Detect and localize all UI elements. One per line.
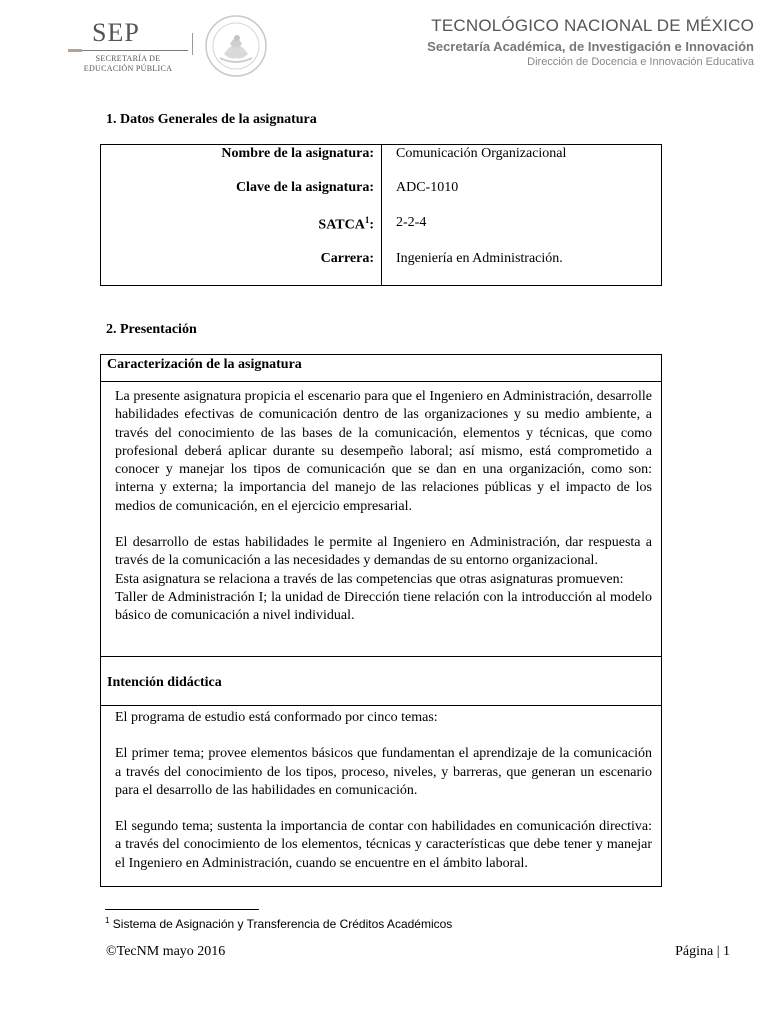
table-row [101, 180, 661, 200]
national-seal-icon [204, 14, 268, 78]
paragraph: El segundo tema; sustenta la importancia de contar con habilidades en comunicación directiva: a través del conocimiento de los elementos, técnicas y características que debe tener y manejar el Ingeniero en Administración, cuando se encuentre en el ámbito laboral. [115, 819, 652, 871]
satca-label: SATCA [318, 217, 365, 233]
row-label: Nombre de la asignatura: [221, 146, 374, 161]
section-heading-presentation: 2. Presentación [106, 322, 197, 337]
footnote-reference: 1 [364, 215, 370, 225]
row-label: Clave de la asignatura: [235, 180, 374, 195]
table-divider [101, 381, 661, 382]
paragraph: La presente asignatura propicia el escenario para que el Ingeniero en Administración, desarrolle habilidades efectivas de comunicación dentro de las organizaciones y su medio ambiente, a través del conocimiento de las bases de la comunicación, elementos y técnicas, que como profesional deberá aplicar durante su desempeño laboral; así mismo, está comprometido a conocer y manejar los tipos de comunicación que se dan en una organización, como son: interna y externa; la importancia del manejo de las relaciones públicas y el impacto de los medios de comunicación, en el ejercicio empresarial. [115, 389, 652, 514]
table-row [101, 215, 661, 235]
footer-page-number: Página | 1 [675, 944, 730, 959]
sep-subtitle [82, 54, 174, 74]
row-value: 2-2-4 [396, 215, 427, 230]
row-value: Ingeniería en Administración. [396, 251, 563, 266]
footnote-rule [105, 909, 259, 910]
secretariat-name: Secretaría Académica, de Investigación e Innovación [427, 39, 754, 54]
table-divider [101, 656, 661, 657]
table-divider [101, 705, 661, 706]
sep-logo [68, 18, 188, 78]
intencion-title: Intención didáctica [107, 675, 222, 690]
footnote-mark: 1 [105, 916, 110, 925]
label-colon: : [369, 217, 374, 233]
footnote-text: Sistema de Asignación y Transferencia de Créditos Académicos [109, 917, 453, 931]
paragraph: El programa de estudio está conformado por cinco temas: [115, 710, 438, 725]
header-divider [192, 33, 193, 55]
paragraph: Taller de Administración I; la unidad de Dirección tiene relación con la introducción al modelo básico de comunicación a nivel individual. [115, 589, 652, 624]
paragraph: El primer tema; provee elementos básicos que fundamentan el aprendizaje de la comunicación a través del conocimiento de los tipos, proceso, niveles, y barreras, que generan un escenario para el desarrollo de las habilidades en comunicación. [115, 746, 652, 798]
sep-logo-accent [68, 49, 82, 52]
row-value: ADC-1010 [396, 180, 459, 195]
caracterizacion-body [115, 388, 652, 626]
header-titles [427, 16, 754, 68]
presentation-table [100, 354, 662, 887]
footer-copyright: ©TecNM mayo 2016 [106, 944, 226, 959]
paragraph: El desarrollo de estas habilidades le permite al Ingeniero en Administración, dar respuesta a través de la comunicación a las necesidades y demandas de su entorno organizacional. [115, 535, 652, 569]
sep-subtitle-line2: EDUCACIÓN PÚBLICA [83, 64, 173, 73]
direction-name: Dirección de Docencia e Innovación Educativa [527, 56, 754, 68]
sep-logo-text: SEP [92, 18, 140, 47]
row-value: Comunicación Organizacional [396, 146, 567, 161]
row-label [318, 215, 374, 234]
footnote [105, 916, 452, 931]
sep-logo-rule [68, 50, 188, 51]
section-heading-general-data: 1. Datos Generales de la asignatura [106, 112, 317, 127]
table-row [101, 251, 661, 271]
table-row [101, 146, 661, 166]
page-header [0, 0, 768, 90]
paragraph: Esta asignatura se relaciona a través de las competencias que otras asignaturas promueven: [115, 571, 624, 587]
row-label: Carrera: [320, 251, 374, 266]
intencion-body [115, 709, 652, 873]
general-data-table [100, 144, 662, 286]
caracterizacion-title: Caracterización de la asignatura [107, 357, 302, 372]
sep-subtitle-line1: SECRETARÍA DE [95, 54, 161, 63]
institution-name: TECNOLÓGICO NACIONAL DE MÉXICO [431, 16, 754, 35]
